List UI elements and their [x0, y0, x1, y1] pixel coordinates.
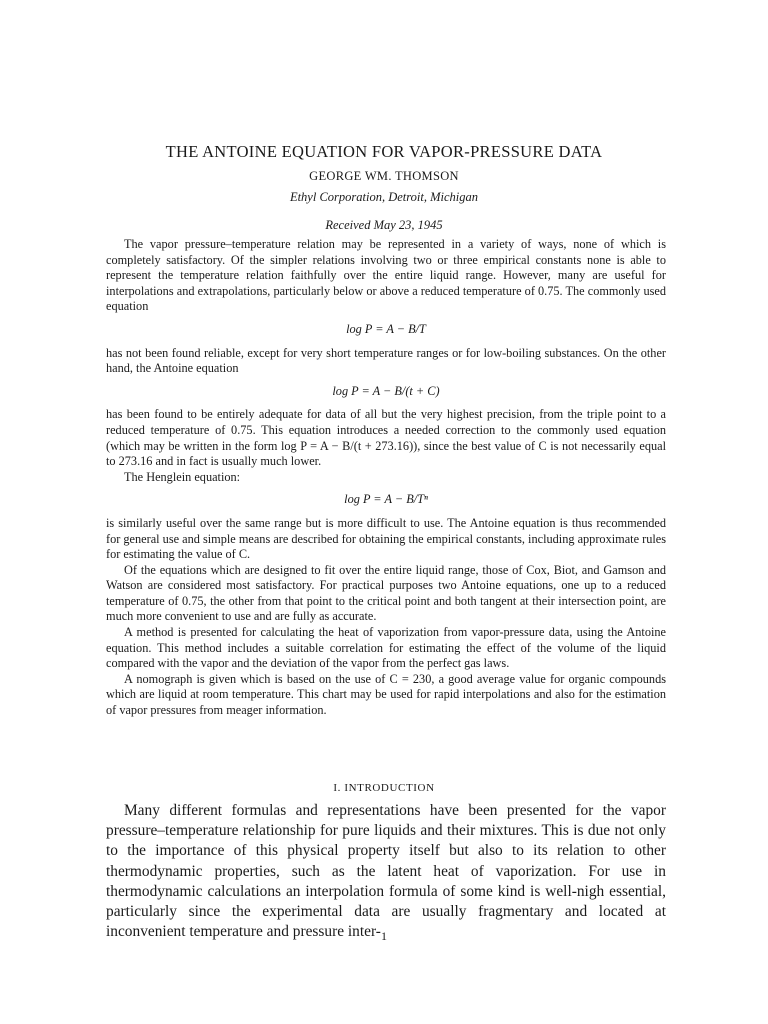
equation-antoine: log P = A − B/(t + C)	[332, 383, 440, 398]
author-affiliation: Ethyl Corporation, Detroit, Michigan	[289, 190, 479, 204]
section-heading: I. INTRODUCTION	[333, 782, 435, 794]
paper-title: THE ANTOINE EQUATION FOR VAPOR-PRESSURE DATA	[165, 142, 603, 161]
abstract-paragraph: The Henglein equation:	[124, 469, 241, 484]
abstract	[106, 237, 666, 719]
author-name: GEORGE WM. THOMSON	[309, 169, 459, 183]
abstract-paragraph: A method is presented for calculating the heat of vaporization from vapor-pressure data, using the Antoine equation. This method includes a suitable correlation for estimating the effect of the volume of the liquid compared with the vapor and the deviation of the vapor from the perfect gas laws.	[106, 625, 666, 671]
received-date: Received May 23, 1945	[325, 218, 443, 232]
equation-henglein: log P = A − B/Tⁿ	[344, 492, 428, 507]
equation-log-p-simple: log P = A − B/T	[346, 321, 426, 336]
abstract-paragraph: has not been found reliable, except for very short temperature ranges or for low-boiling substances. On the other hand, the Antoine equation	[106, 345, 666, 376]
abstract-paragraph: is similarly useful over the same range but is more difficult to use. The Antoine equation is thus recommended for general use and simple means are described for obtaining the empirical constants, including approximate rules for estimating the value of C.	[106, 515, 667, 562]
abstract-paragraph: has been found to be entirely adequate for data of all but the very highest precision, from the triple point to a reduced temperature of 0.75. This equation introduces a needed correction to the commonly used equation (which may be written in the form log P = A − B/(t + 273.16)), since the best value of C is not necessarily equal to 273.16 and in fact is usually much lower.	[106, 407, 666, 469]
page-number: 1	[381, 929, 387, 943]
abstract-paragraph: A nomograph is given which is based on the use of C = 230, a good average value for organic compounds which are liquid at room temperature. This chart may be used for rapid interpolations and also for the estimation of vapor pressures from meager information.	[106, 671, 666, 718]
introduction-body	[106, 801, 666, 942]
abstract-paragraph: Of the equations which are designed to fit over the entire liquid range, those of Cox, Biot, and Gamson and Watson are considered most satisfactory. For practical purposes two Antoine equations, one up to a reduced temperature of 0.75, the other from that point to the critical point and both tangent at their intersection point, are much more convenient to use and are fully as accurate.	[106, 562, 666, 624]
body-paragraph: Many different formulas and representations have been presented for the vapor pressure–temperature relationship for pure liquids and their mixtures. This is due not only to the importance of this physical property itself but also to its relation to other thermodynamic properties, such as the latent heat of vaporization. For use in thermodynamic calculations an interpolation formula of some kind is well-nigh essential, particularly since the experimental data are usually fragmentary and located at inconvenient temperature and pressure inter-	[106, 802, 666, 941]
abstract-paragraph: The vapor pressure–temperature relation may be represented in a variety of ways, none of which is completely satisfactory. Of the simpler relations involving two or three empirical constants none is able to represent the temperature relation faithfully over the entire liquid range. However, many are useful for interpolations and extrapolations, particularly below or above a reduced temperature of 0.75. The commonly used equation	[106, 237, 666, 314]
